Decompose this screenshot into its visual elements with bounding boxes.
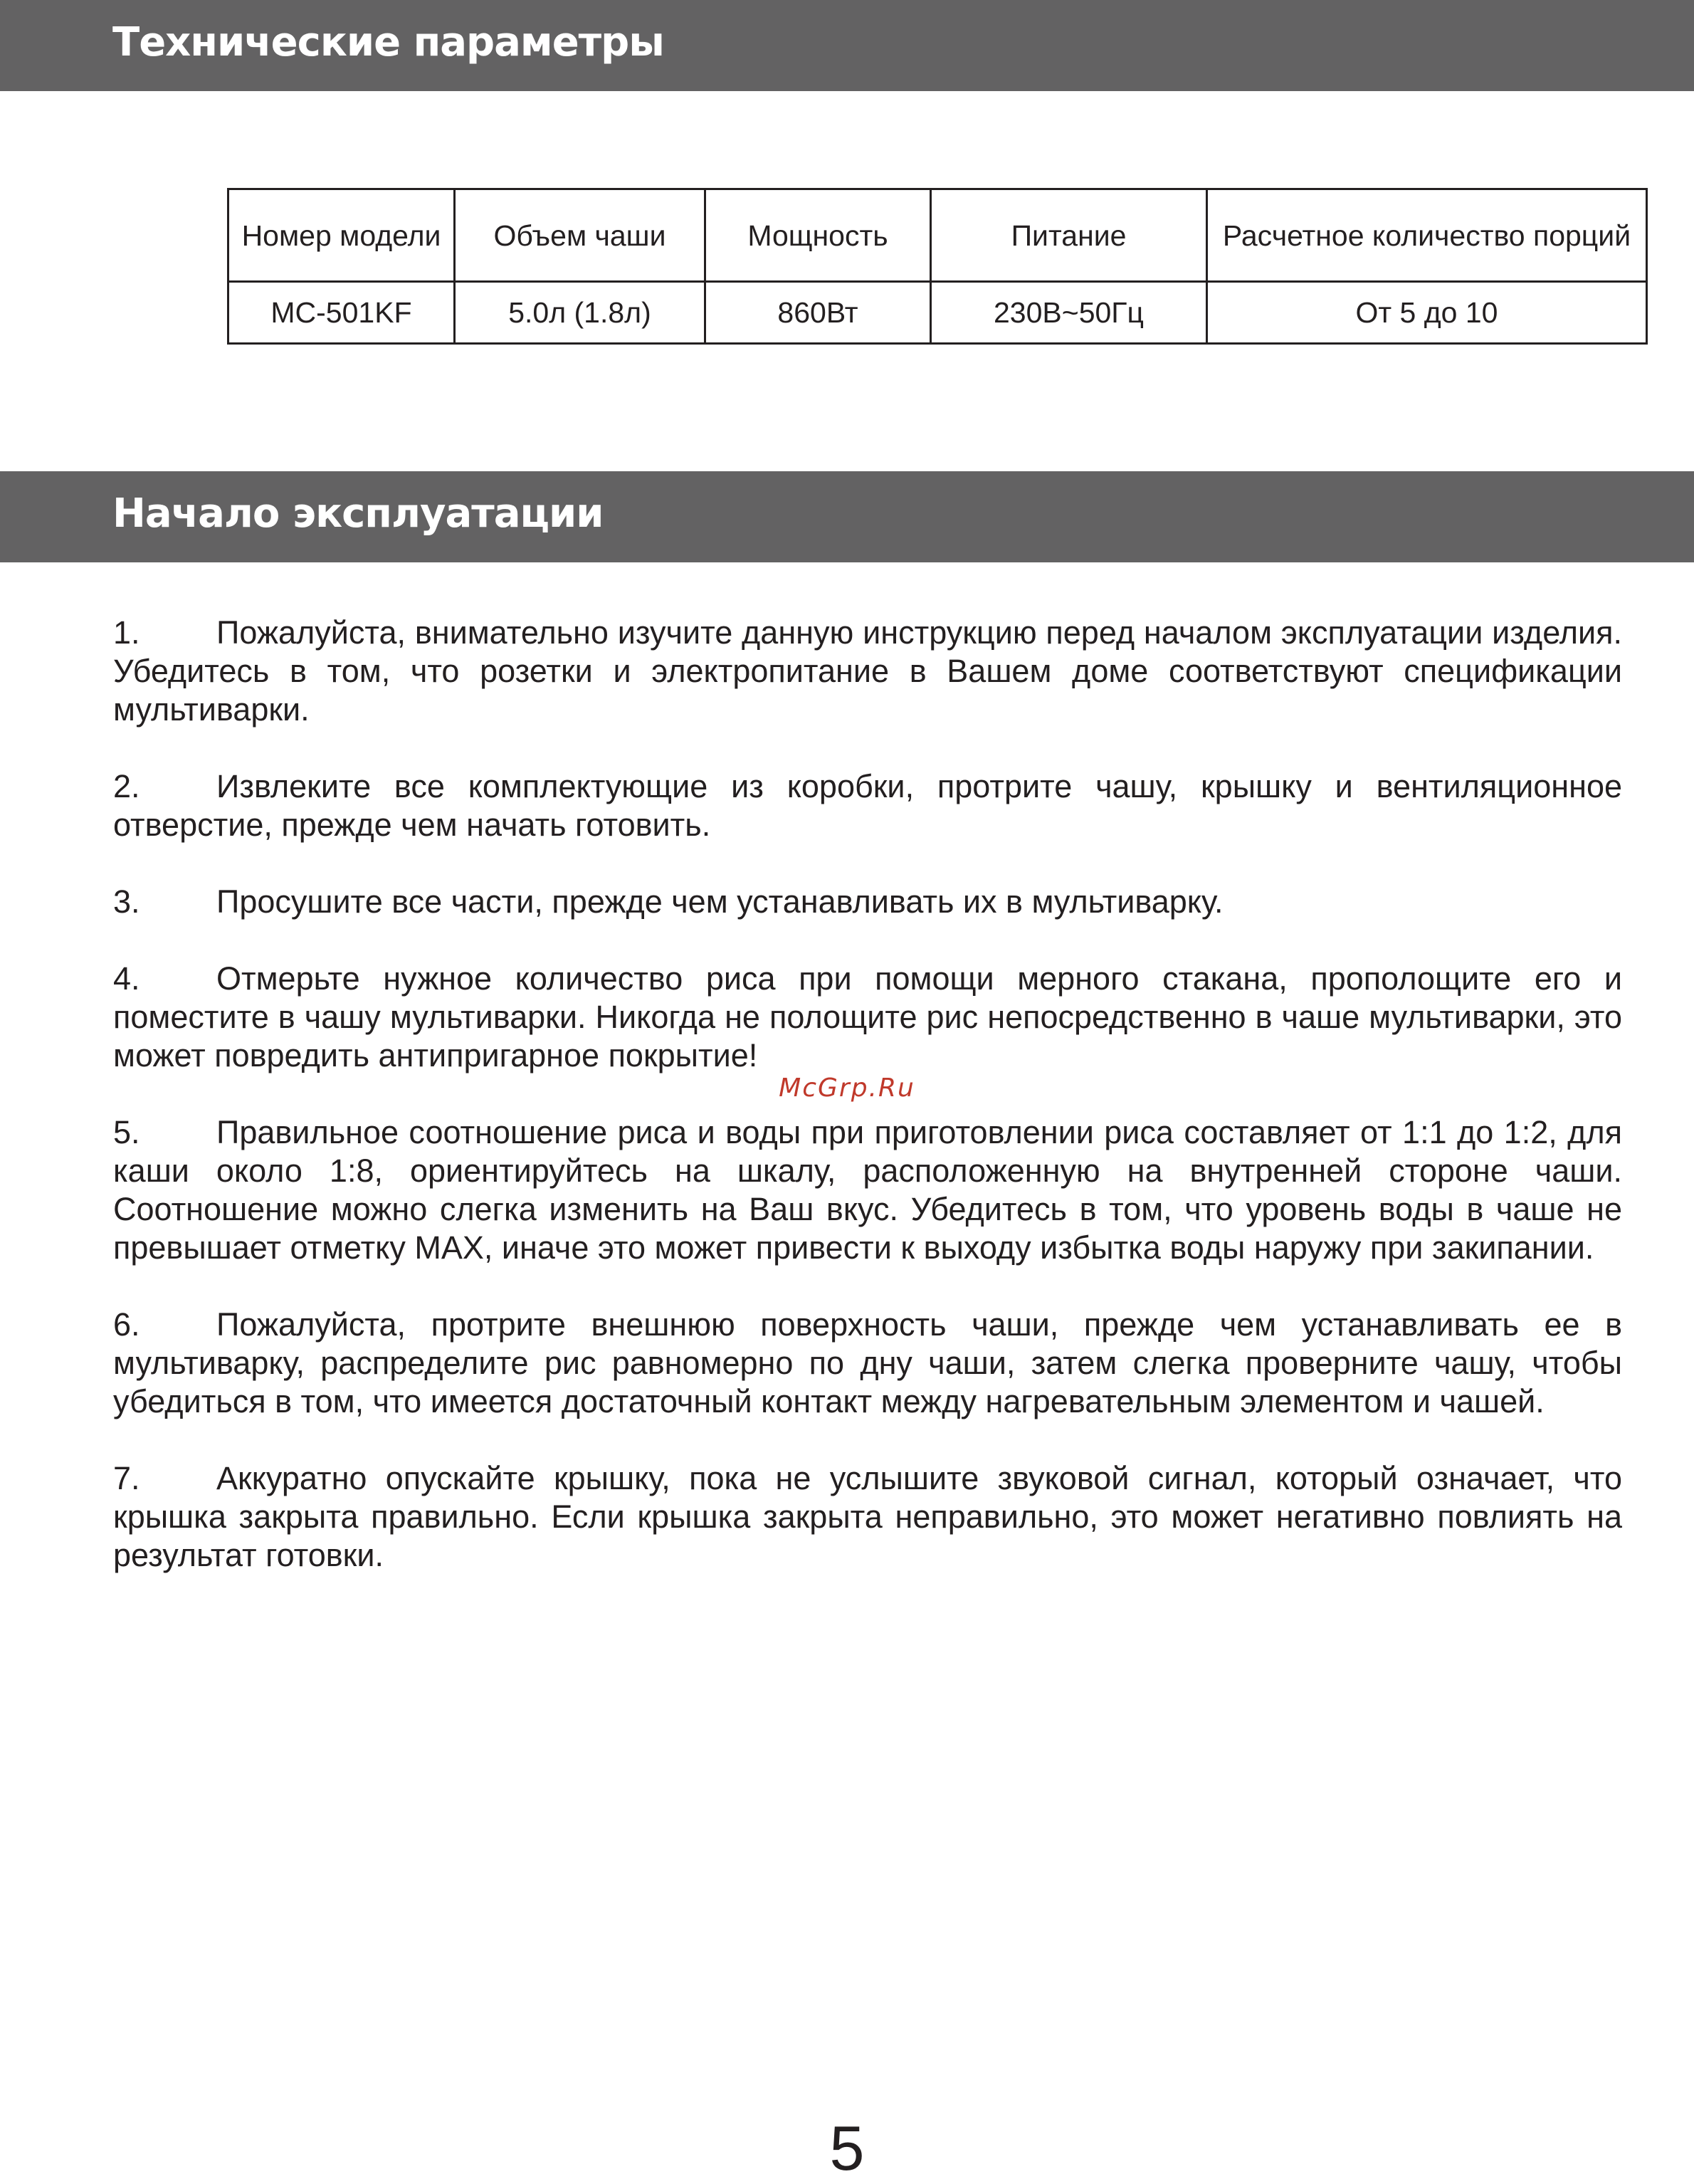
list-item <box>113 767 1622 844</box>
table-cell: MC-501KF <box>228 282 455 344</box>
table-header-cell: Питание <box>931 189 1207 282</box>
section-header-specs <box>0 0 1694 91</box>
table-cell: 230В~50Гц <box>931 282 1207 344</box>
item-text: Аккуратно опускайте крышку, пока не услышите звуковой сигнал, который означает, что крышка закрыта правильно. Если крышка закрыта неправильно, это может негативно повлиять на результат готовки. <box>113 1460 1622 1573</box>
list-item <box>113 960 1622 1075</box>
specs-table <box>227 188 1648 345</box>
item-number: 5. <box>113 1114 140 1150</box>
item-number: 3. <box>113 883 140 920</box>
item-text: Извлеките все комплектующие из коробки, протрите чашу, крышку и вентиляционное отверстие, прежде чем начать готовить. <box>113 768 1622 843</box>
item-text: Отмерьте нужное количество риса при помощи мерного стакана, прополощите его и поместите в чашу мультиварки. Никогда не полощите рис непосредственно в чаше мультиварки, это может повредить антипригарное покрытие! <box>113 960 1622 1073</box>
table-header-cell: Расчетное количество порций <box>1207 189 1647 282</box>
table-cell: 5.0л (1.8л) <box>455 282 705 344</box>
item-number: 1. <box>113 614 140 651</box>
list-item <box>113 1306 1622 1421</box>
table-cell: От 5 до 10 <box>1207 282 1647 344</box>
section-header-start <box>0 471 1694 562</box>
list-item <box>113 883 1622 921</box>
item-text: Просушите все части, прежде чем устанавливать их в мультиварку. <box>216 883 1224 920</box>
section-title-specs: Технические параметры <box>112 19 664 65</box>
item-number: 7. <box>113 1460 140 1496</box>
list-item <box>113 614 1622 729</box>
table-header-cell: Объем чаши <box>455 189 705 282</box>
item-number: 4. <box>113 960 140 997</box>
list-item <box>113 1113 1622 1267</box>
list-item <box>113 1459 1622 1575</box>
table-header-row <box>228 189 1647 282</box>
item-text: Пожалуйста, протрите внешнюю поверхность чаши, прежде чем устанавливать ее в мультиварку, распределите рис равномерно по дну чаши, затем слегка проверните чашу, чтобы убедиться в том, что имеется достаточный контакт между нагревательным элементом и чашей. <box>113 1306 1622 1419</box>
item-text: Правильное соотношение риса и воды при приготовлении риса составляет от 1:1 до 1:2, для каши около 1:8, ориентируйтесь на шкалу, расположенную на внутренней стороне чаши. Соотношение можно слегка изменить на Ваш вкус. Убедитесь в том, что уровень воды в чаше не превышает отметку MAX, иначе это может привести к выходу избытка воды наружу при закипании. <box>113 1114 1622 1266</box>
watermark: McGrp.Ru <box>779 1073 915 1103</box>
table-header-cell: Мощность <box>705 189 931 282</box>
item-number: 6. <box>113 1306 140 1343</box>
table-cell: 860Вт <box>705 282 931 344</box>
item-text: Пожалуйста, внимательно изучите данную инструкцию перед началом эксплуатации изделия. Убедитесь в том, что розетки и электропитание в Вашем доме соответствуют спецификации мультиварки. <box>113 614 1622 728</box>
table-header-cell: Номер модели <box>228 189 455 282</box>
table-row <box>228 282 1647 344</box>
item-number: 2. <box>113 768 140 804</box>
instruction-list <box>113 614 1622 1613</box>
section-title-start: Начало эксплуатации <box>112 490 604 537</box>
page-number: 5 <box>829 2113 865 2183</box>
